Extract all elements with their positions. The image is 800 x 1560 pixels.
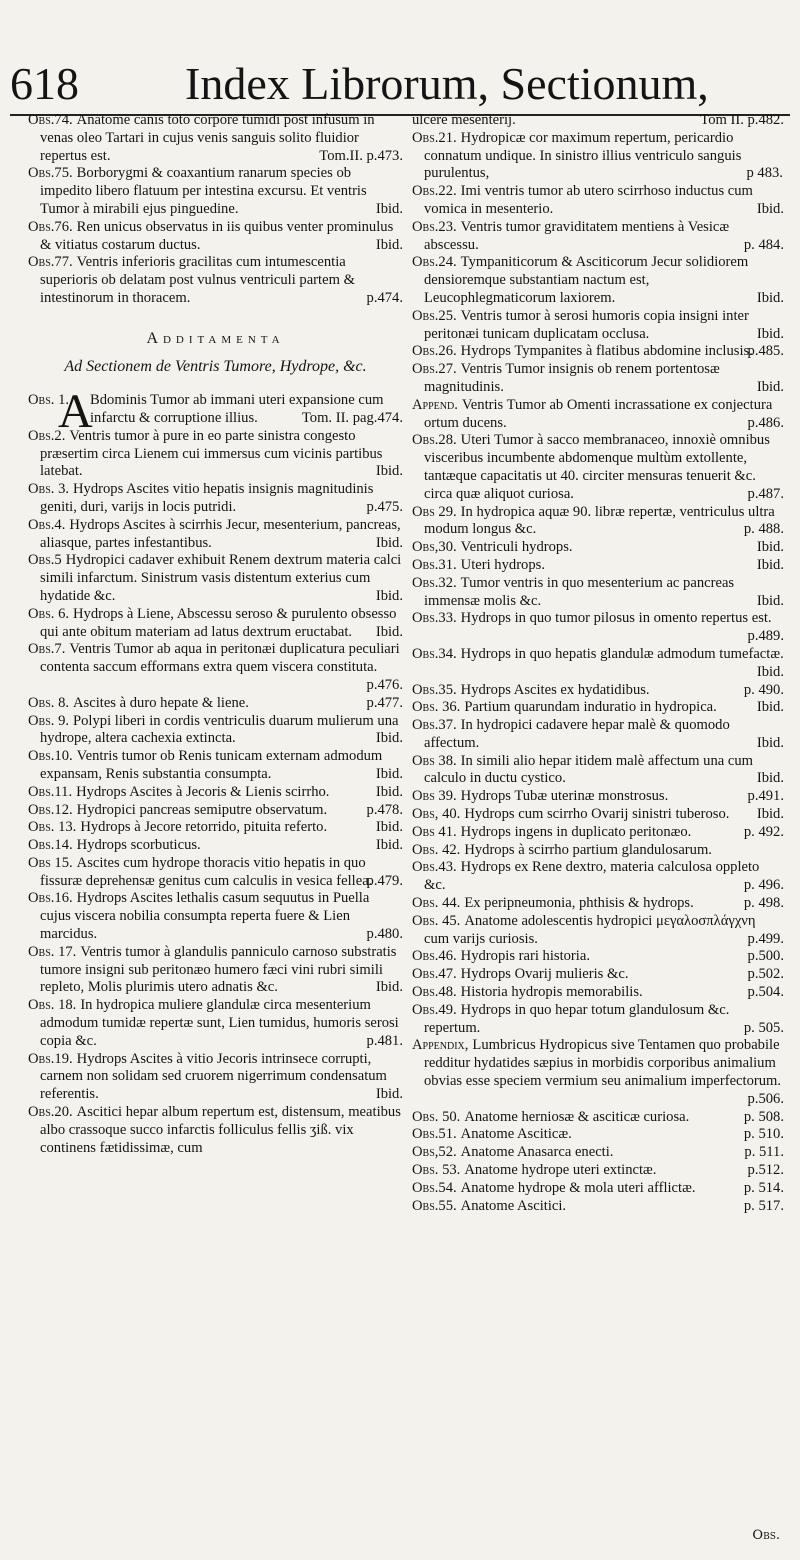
entry-text: Hydropici cadaver exhibuit Renem dextrum materia calci simili infarctum. Sinistrum vasis distentum exterius cum hydatide &c. xyxy=(40,552,402,604)
entry-reference: p. 510. xyxy=(743,1126,784,1143)
entry-reference: Ibid. xyxy=(756,770,784,787)
index-entry xyxy=(412,1162,784,1180)
index-entry xyxy=(28,784,403,802)
entry-label: Obs.34. xyxy=(412,645,457,662)
entry-text: Anatome adolescentis hydropici μεγαλοσπλάγχνη cum varijs curiosis. xyxy=(424,912,756,947)
entry-reference: p.512. xyxy=(747,1162,784,1179)
entry-label: Obs.74. xyxy=(28,112,73,128)
entry-label: Obs. 13. xyxy=(28,819,77,836)
entry-text: Hydrops Ovarij mulieris &c. xyxy=(460,966,629,983)
entry-reference: Ibid. xyxy=(375,463,403,480)
entry-label: Obs. 44. xyxy=(412,895,461,912)
entry-text: In simili alio hepar itidem malè affectum una cum calculo in ductu cystico. xyxy=(424,752,753,787)
entry-label: Obs.43. xyxy=(412,859,457,876)
index-entry xyxy=(28,713,403,749)
entry-reference: Ibid. xyxy=(375,979,403,996)
entry-reference: p.486. xyxy=(747,414,784,431)
entry-text: In hydropica muliere glandulæ circa mesenterium admodum tumidæ repertæ sunt, Lien tumidus, humoris serosi copia &c. xyxy=(40,997,399,1049)
entry-label: Obs.32. xyxy=(412,574,457,591)
entry-label: Obs.33. xyxy=(412,610,457,627)
entry-label: Obs.31. xyxy=(412,556,457,573)
entry-text: Hydrops à Jecore retorrido, pituita referto. xyxy=(80,819,328,836)
entry-label: Obs.14. xyxy=(28,837,73,854)
entry-label: Obs.49. xyxy=(412,1001,457,1018)
index-entry xyxy=(412,699,784,717)
entry-label: Obs.22. xyxy=(412,183,457,200)
entry-label: Obs,52. xyxy=(412,1144,457,1161)
entry-text: Ascitici hepar album repertum est, distensum, meatibus albo crassoque succo infarctis folliculus fellis ʒiß. vix continens fætidissimæ, cum xyxy=(40,1104,401,1156)
entry-label: Obs. 1. xyxy=(28,391,70,408)
entry-text: Hydrops Ascites lethalis casum sequutus in Puella cujus viscera nobilia consumpta reperta fuere & Lien marcidus. xyxy=(40,890,370,943)
catchword: Obs. xyxy=(752,1528,780,1543)
entry-label: Obs. 9. xyxy=(28,712,70,729)
index-entry xyxy=(412,895,784,913)
entry-reference: Ibid. xyxy=(375,587,403,604)
index-entry xyxy=(28,837,403,855)
index-entry xyxy=(28,695,403,713)
entry-reference: p.476. xyxy=(366,676,403,693)
index-entry xyxy=(412,1126,784,1144)
entry-text: Hydrops in quo hepatis glandulæ admodum tumefactæ. xyxy=(460,645,784,662)
index-entry xyxy=(412,1109,784,1127)
entry-label: Obs.24. xyxy=(412,254,457,271)
entry-reference: Ibid. xyxy=(756,592,784,609)
entry-text: Tympaniticorum & Asciticorum Jecur solidiorem densioremque substantiam nactum est, Leucophlegmaticorum laxiorem. xyxy=(424,254,749,306)
index-entry xyxy=(412,753,784,789)
entry-text: Anatome Ascitici. xyxy=(460,1197,567,1214)
entry-reference: p.489. xyxy=(747,628,784,645)
entry-reference: p. 511. xyxy=(744,1144,784,1161)
entry-reference: Tom.II. p.473. xyxy=(319,147,403,164)
entry-text: Borborygmi & coaxantium ranarum species ob impedito libero flatuum per intestina excursu. Et ventris Tumor à mirabili ejus pinguedine. xyxy=(40,165,367,217)
entry-reference: p.479. xyxy=(366,872,403,889)
entry-text: Ventris tumor à serosi humoris copia insigni inter peritonæi tunicam duplicatam occlusa. xyxy=(424,307,749,342)
entry-text: Hydrops Ascites à vitio Jecoris intrinsece corrupti, carnem non solidam sed cruorem nigerrimum condensatum referentis. xyxy=(40,1050,387,1103)
entry-label: Obs. 45. xyxy=(412,912,461,929)
entry-text: Ventris tumor ob Renis tunicam externam admodum expansam, Renis substantia consumpta. xyxy=(40,748,383,782)
entry-label: Obs.55. xyxy=(412,1197,457,1214)
entry-text: Partium quarundam induratio in hydropica. xyxy=(464,699,717,716)
entry-reference: p. 508. xyxy=(743,1108,784,1125)
entry-reference: Ibid. xyxy=(756,556,784,573)
index-entry xyxy=(412,824,784,842)
entry-text: Tumor ventris in quo mesenterium ac pancreas immensæ molis &c. xyxy=(424,574,735,609)
index-entry xyxy=(412,717,784,753)
drop-cap: A xyxy=(58,384,93,438)
entry-text: Ascites à duro hepate & liene. xyxy=(73,694,249,711)
entry-text: In hydropici cadavere hepar malè & quomodo affectum. xyxy=(424,717,730,751)
entry-label: Obs.11. xyxy=(28,783,73,800)
entry-reference: Ibid. xyxy=(756,378,784,395)
entry-text: Polypi liberi in cordis ventriculis duarum mulierum una hydrope, altera cachexia extincta. xyxy=(40,712,399,747)
entry-label: Obs. 3. xyxy=(28,481,70,498)
entry-reference: p.502. xyxy=(747,966,784,983)
entry-reference: Ibid. xyxy=(375,765,403,782)
entry-text: Hydrops à scirrho partium glandulosarum. xyxy=(464,841,712,858)
index-entry xyxy=(28,165,403,218)
index-entry xyxy=(28,606,403,642)
entry-label: Obs.20. xyxy=(28,1104,73,1121)
index-entry xyxy=(412,913,784,949)
entry-reference: Ibid. xyxy=(756,663,784,680)
entry-label: Obs. 18. xyxy=(28,997,77,1014)
entry-reference: p.478. xyxy=(366,801,403,818)
entry-label: Obs,30. xyxy=(412,539,457,556)
entry-reference: p.477. xyxy=(366,694,403,711)
entry-reference: p 483. xyxy=(746,165,783,182)
entry-label: Obs, 40. xyxy=(412,806,461,823)
entry-label: Obs.27. xyxy=(412,361,457,378)
entry-reference: p.500. xyxy=(747,948,784,965)
entry-label: Obs. 42. xyxy=(412,841,461,858)
entry-reference: Ibid. xyxy=(756,734,784,751)
index-entry xyxy=(28,552,403,605)
page-header xyxy=(10,54,790,116)
index-entry xyxy=(412,397,784,433)
left-column xyxy=(28,112,403,1157)
entry-text: Hydrops in quo tumor pilosus in omento repertus est. xyxy=(460,610,772,627)
entry-text: Hydropicæ cor maximum repertum, pericardio connatum undique. In sinistro illius ventriculo sanguis purulentus, xyxy=(424,129,742,182)
index-entry xyxy=(412,130,784,183)
index-entry xyxy=(412,219,784,255)
index-entry xyxy=(28,819,403,837)
index-entry xyxy=(28,1104,403,1157)
entry-label: Obs.26. xyxy=(412,343,457,360)
entry-text: Bdominis Tumor ab immani uteri expansione cum infarctu & corruptione illius. xyxy=(90,391,384,426)
entry-reference: Ibid. xyxy=(375,623,403,640)
entry-reference: p.487. xyxy=(747,485,784,502)
entry-label: Obs.75. xyxy=(28,165,73,182)
entry-label: Obs 41. xyxy=(412,823,457,840)
entry-reference: Ibid. xyxy=(375,837,403,854)
index-entry xyxy=(28,1051,403,1104)
entry-reference: p. 492. xyxy=(743,823,784,840)
entry-text: Ventris Tumor ab aqua in peritonæi duplicatura peculiari contenta saccum efformans extra quem viscera constituta. xyxy=(40,641,400,676)
entry-reference: Ibid. xyxy=(375,730,403,747)
index-entry xyxy=(28,997,403,1050)
index-entry xyxy=(412,610,784,646)
entry-text: Hydropici pancreas semiputre observatum. xyxy=(76,801,328,818)
entry-text: Ventris tumor à glandulis panniculo carnoso substratis tumore insigni sub peritonæo humero fæci vini rubri simili repleto, Molis plurimis utero adnatis &c. xyxy=(40,943,397,996)
entry-label: Obs.2. xyxy=(28,427,66,444)
entry-label: Obs 38. xyxy=(412,752,457,769)
index-entry xyxy=(412,112,784,130)
entry-label: Obs. 17. xyxy=(28,943,77,960)
entry-text: Lumbricus Hydropicus sive Tentamen quo probabile redditur hydatides sæpius in morbidis corporibus animalium obvias esse speciem vermium seu animalium imperfectorum. xyxy=(424,1037,782,1090)
entry-text: Hydrops Ascites à Jecoris & Lienis scirrho. xyxy=(76,783,330,800)
entry-reference: p.504. xyxy=(747,984,784,1001)
index-entry xyxy=(28,641,403,694)
entry-reference: p.481. xyxy=(366,1032,403,1049)
entry-text: Hydrops à Liene, Abscessu seroso & purulento obsesso qui ante obitum materiam ad latus dextrum eructabat. xyxy=(40,605,397,640)
entry-reference: Ibid. xyxy=(375,200,403,217)
index-entry xyxy=(28,944,403,997)
entry-text: Ren unicus observatus in iis quibus venter prominulus & vitiatus costarum ductus. xyxy=(40,218,394,253)
index-entry xyxy=(28,112,403,165)
index-entry xyxy=(28,748,403,784)
entry-text: Ventriculi hydrops. xyxy=(460,539,573,556)
entry-reference: p.506. xyxy=(747,1090,784,1107)
entry-reference: p. 490. xyxy=(743,681,784,698)
entry-text: ulcere mesenterij. xyxy=(412,112,516,128)
additamenta-subheading: Ad Sectionem de Ventris Tumore, Hydrope, &c. xyxy=(64,357,367,375)
entry-label: Obs.23. xyxy=(412,218,457,235)
entry-reference: Ibid. xyxy=(375,534,403,551)
index-entry xyxy=(412,343,784,361)
entry-text: Hydrops Ascites à scirrhis Jecur, mesenterium, pancreas, aliasque, partes infestantibus. xyxy=(40,516,401,551)
entry-reference: Ibid. xyxy=(756,699,784,716)
index-entry xyxy=(412,539,784,557)
entry-label: Obs.4. xyxy=(28,516,66,533)
entry-label: Obs.46. xyxy=(412,948,457,965)
entry-reference: Ibid. xyxy=(756,200,784,217)
entry-label: Obs.77. xyxy=(28,254,73,271)
entry-reference: Ibid. xyxy=(375,783,403,800)
index-entry xyxy=(412,1002,784,1038)
entry-text: Ventris Tumor insignis ob renem portentosæ magnitudinis. xyxy=(424,361,720,395)
index-entry xyxy=(412,308,784,344)
entry-text: Anatome Asciticæ. xyxy=(460,1126,572,1143)
index-entry xyxy=(28,517,403,553)
entry-text: Hydrops Ascites ex hydatidibus. xyxy=(460,681,650,698)
entry-label: Obs.48. xyxy=(412,984,457,1001)
additamenta-heading: Additamenta xyxy=(146,329,285,347)
index-entry xyxy=(28,219,403,255)
entry-label: Obs.10. xyxy=(28,748,73,765)
entry-label: Obs.76. xyxy=(28,218,73,235)
entry-label: Obs.25. xyxy=(412,307,457,324)
index-entry xyxy=(412,1144,784,1162)
index-entry xyxy=(412,966,784,984)
entry-reference: p.491. xyxy=(747,788,784,805)
entry-reference: p. 496. xyxy=(743,877,784,894)
entry-label: Obs.16. xyxy=(28,890,73,907)
index-entry xyxy=(28,890,403,943)
index-entry xyxy=(412,557,784,575)
entry-reference: p.475. xyxy=(366,498,403,515)
entry-label: Obs 29. xyxy=(412,503,457,520)
index-entry xyxy=(412,432,784,503)
index-entry xyxy=(412,788,784,806)
index-entry xyxy=(412,254,784,307)
entry-text: Hydrops cum scirrho Ovarij sinistri tuberoso. xyxy=(464,806,730,823)
index-entry xyxy=(28,254,403,307)
entry-text: Hydrops Tubæ uterinæ monstrosus. xyxy=(460,788,669,805)
index-entry xyxy=(28,855,403,891)
entry-text: Anatome Anasarca enecti. xyxy=(460,1144,614,1161)
entry-text: Anatome herniosæ & asciticæ curiosa. xyxy=(464,1108,690,1125)
entry-label: Obs.37. xyxy=(412,717,457,734)
entry-reference: p.499. xyxy=(747,930,784,947)
entry-reference: Ibid. xyxy=(375,1086,403,1103)
entry-text: Ventris Tumor ab Omenti incrassatione ex conjectura ortum ducens. xyxy=(424,396,773,431)
index-entry xyxy=(28,481,403,517)
entry-label: Obs.12. xyxy=(28,801,73,818)
entry-reference: Tom. II. pag.474. xyxy=(301,409,403,426)
entry-label: Obs. 53. xyxy=(412,1162,461,1179)
entry-reference: Ibid. xyxy=(756,539,784,556)
entry-label: Obs.35. xyxy=(412,681,457,698)
entry-label: Append. xyxy=(412,396,458,413)
entry-text: Ventris inferioris gracilitas cum intumescentia superioris ob delatam post vulnus ventriculi partem & intestinorum in thoracem. xyxy=(40,254,355,306)
entry-reference: Tom II. p.482. xyxy=(700,112,784,128)
entry-text: Hydrops in quo hepar totum glandulosum &c. repertum. xyxy=(424,1001,730,1036)
entry-label: Obs 39. xyxy=(412,788,457,805)
entry-text: Uteri Tumor à sacco membranaceo, innoxiè omnibus visceribus incumbente abdomenque multùm extollente, tantæque capacitatis ut 40. circiter mensuras tenuerit &c. circa quæ aliquot curiosa. xyxy=(424,432,770,502)
entry-label: Obs.19. xyxy=(28,1050,73,1067)
entry-text: Hydrops Ascites vitio hepatis insignis magnitudinis geniti, duri, varijs in locis putridi. xyxy=(40,481,374,515)
index-entry xyxy=(412,806,784,824)
index-entry xyxy=(412,575,784,611)
entry-text: Ventris tumor à pure in eo parte sinistra congesto præsertim circa Lienem cui immersus cum vicinis partibus latebat. xyxy=(40,427,383,480)
entry-label: Obs. 50. xyxy=(412,1108,461,1125)
entry-label: Obs.28. xyxy=(412,432,457,449)
entry-text: Hydrops Tympanites à flatibus abdomine inclusis. xyxy=(460,343,753,360)
entry-text: Anatome canis toto corpore tumidi post infusum in venas oleo Tartari in cujus venis sanguis solito fluidior repertus est. xyxy=(40,112,375,164)
index-entry xyxy=(412,859,784,895)
entry-label: Obs.21. xyxy=(412,129,457,146)
entry-reference: p. 517. xyxy=(743,1197,784,1214)
entry-text: Anatome hydrope & mola uteri afflictæ. xyxy=(460,1179,696,1196)
index-entry xyxy=(412,682,784,700)
entry-label: Obs.7. xyxy=(28,641,66,658)
index-entry xyxy=(412,842,784,860)
entry-reference: p. 498. xyxy=(743,895,784,912)
entry-text: Uteri hydrops. xyxy=(460,556,545,573)
entry-text: Hydropis rari historia. xyxy=(460,948,590,965)
entry-reference: Ibid. xyxy=(375,236,403,253)
right-column xyxy=(412,112,784,1215)
index-entry xyxy=(412,1198,784,1216)
entry-text: Ventris tumor graviditatem mentiens à Vesicæ abscessu. xyxy=(424,218,730,253)
entry-text: Historia hydropis memorabilis. xyxy=(460,984,643,1001)
entry-reference: p.485. xyxy=(747,343,784,360)
entry-text: Imi ventris tumor ab utero scirrhoso inductus cum vomica in mesenterio. xyxy=(424,183,753,217)
index-entry xyxy=(412,504,784,540)
entry-reference: Ibid. xyxy=(756,289,784,306)
entry-reference: Ibid. xyxy=(756,806,784,823)
entry-label: Obs. 8. xyxy=(28,694,70,711)
entry-text: Hydrops ex Rene dextro, materia calculosa oppleto &c. xyxy=(424,859,760,894)
page-number: 618 xyxy=(10,58,79,109)
entry-label: Obs.5 xyxy=(28,552,62,569)
entry-text: Ascites cum hydrope thoracis vitio hepatis in quo fissuræ deprehensæ genitus cum calculis in vesica fellea. xyxy=(40,854,373,889)
entry-label: Obs 15. xyxy=(28,854,73,871)
entry-reference: Ibid. xyxy=(756,325,784,342)
entry-label: Obs.54. xyxy=(412,1179,457,1196)
entry-label: Obs. 36. xyxy=(412,699,461,716)
index-entry xyxy=(412,183,784,219)
entry-text: Hydrops scorbuticus. xyxy=(76,837,201,854)
entry-reference: p. 488. xyxy=(743,521,784,538)
index-entry xyxy=(412,1037,784,1108)
entry-reference: p. 484. xyxy=(743,236,784,253)
entry-reference: Ibid. xyxy=(375,819,403,836)
entry-label: Appendix, xyxy=(412,1037,469,1054)
entry-text: In hydropica aquæ 90. libræ repertæ, ventriculus ultra modum longus &c. xyxy=(424,503,775,538)
index-entry xyxy=(412,948,784,966)
entry-reference: p.480. xyxy=(366,926,403,943)
index-entry xyxy=(412,646,784,682)
entry-reference: p. 514. xyxy=(743,1179,784,1196)
running-title: Index Librorum, Sectionum, xyxy=(185,58,709,109)
entry-text: Hydrops ingens in duplicato peritonæo. xyxy=(460,823,692,840)
entry-text: Anatome hydrope uteri extinctæ. xyxy=(464,1162,657,1179)
index-entry xyxy=(28,802,403,820)
entry-reference: p.474. xyxy=(366,289,403,306)
entry-label: Obs. 6. xyxy=(28,605,70,622)
entry-reference: p. 505. xyxy=(743,1019,784,1036)
entry-text: Ex peripneumonia, phthisis & hydrops. xyxy=(464,895,694,912)
index-entry xyxy=(412,984,784,1002)
entry-label: Obs.47. xyxy=(412,966,457,983)
entry-label: Obs.51. xyxy=(412,1126,457,1143)
index-entry xyxy=(412,1180,784,1198)
index-entry xyxy=(412,361,784,397)
